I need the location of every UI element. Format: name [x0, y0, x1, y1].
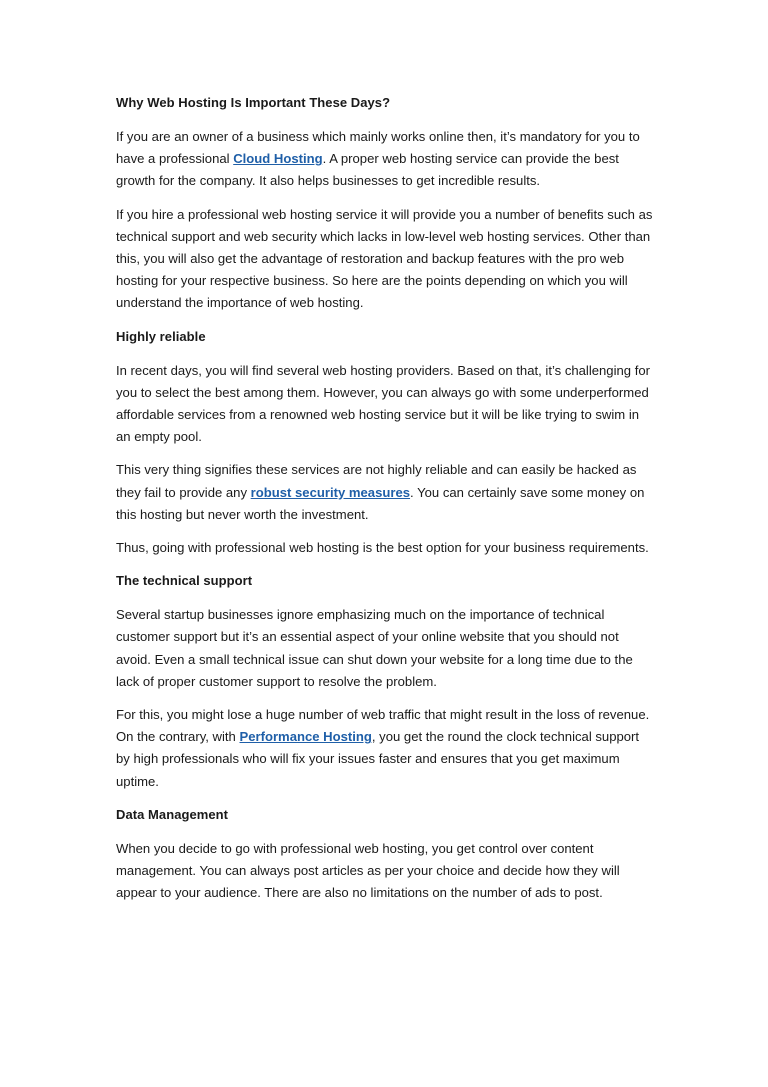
support-paragraph-1: Several startup businesses ignore emphasizing much on the importance of technical customer support but it’s an essential aspect of your online website that you should not avoid. Even a small technical issue can shut down your website for a long time due to the lack of proper customer support to resolve the problem. — [116, 607, 633, 689]
intro-paragraph-2: If you hire a professional web hosting service it will provide you a number of benefits such as technical support and web security which lacks in low-level web hosting services. Other than this, you will also get the advantage of restoration and backup features with the pro web hosting for your respective business. So here are the points depending on which you will understand the importance of web hosting. — [116, 206, 653, 311]
support-paragraph-2 — [116, 704, 656, 793]
reliable-p2-text-before: This very thing signifies these services are not highly reliable and can easily be hacked as they fail to provide any — [116, 462, 637, 500]
section-heading-highly-reliable: Highly reliable — [116, 328, 206, 344]
support-p2-text-before: For this, you might lose a huge number of web traffic that might result in the loss of revenue. On the contrary, with — [116, 707, 650, 745]
intro-p1-text-before: If you are an owner of a business which mainly works online then, it’s mandatory for you to have a professional — [116, 129, 640, 167]
reliable-paragraph-1: In recent days, you will find several web hosting providers. Based on that, it’s challenging for you to select the best among them. However, you can always go with some underperformed affordable services from a renowned web hosting service but it will be like trying to swim in an empty pool. — [116, 362, 650, 445]
cloud-hosting-link[interactable]: Cloud Hosting — [233, 151, 323, 167]
reliable-paragraph-2 — [116, 459, 656, 526]
support-p2-text-after: , you get the round the clock technical support by high professionals who will fix your issues faster and ensures that you get maximum uptime. — [116, 729, 640, 789]
reliable-p2-text-after: . You can certainly save some money on this hosting but never worth the investment. — [116, 484, 645, 522]
intro-paragraph-1 — [116, 126, 656, 193]
intro-p1-text-after: . A proper web hosting service can provide the best growth for the company. It also helps businesses to get incredible results. — [116, 151, 619, 189]
document-title: Why Web Hosting Is Important These Days? — [116, 95, 391, 110]
section-heading-data-management: Data Management — [116, 806, 228, 822]
section-heading-technical-support: The technical support — [116, 573, 253, 589]
document-page — [116, 92, 656, 915]
data-management-paragraph-1: When you decide to go with professional web hosting, you get control over content management. You can always post articles as per your choice and decide how they will appear to your audience. There are also no limitations on the number of ads to post. — [116, 840, 620, 901]
robust-security-measures-link[interactable]: robust security measures — [250, 484, 411, 500]
performance-hosting-link[interactable]: Performance Hosting — [239, 729, 372, 745]
reliable-paragraph-3: Thus, going with professional web hosting is the best option for your business requirements. — [116, 540, 649, 556]
